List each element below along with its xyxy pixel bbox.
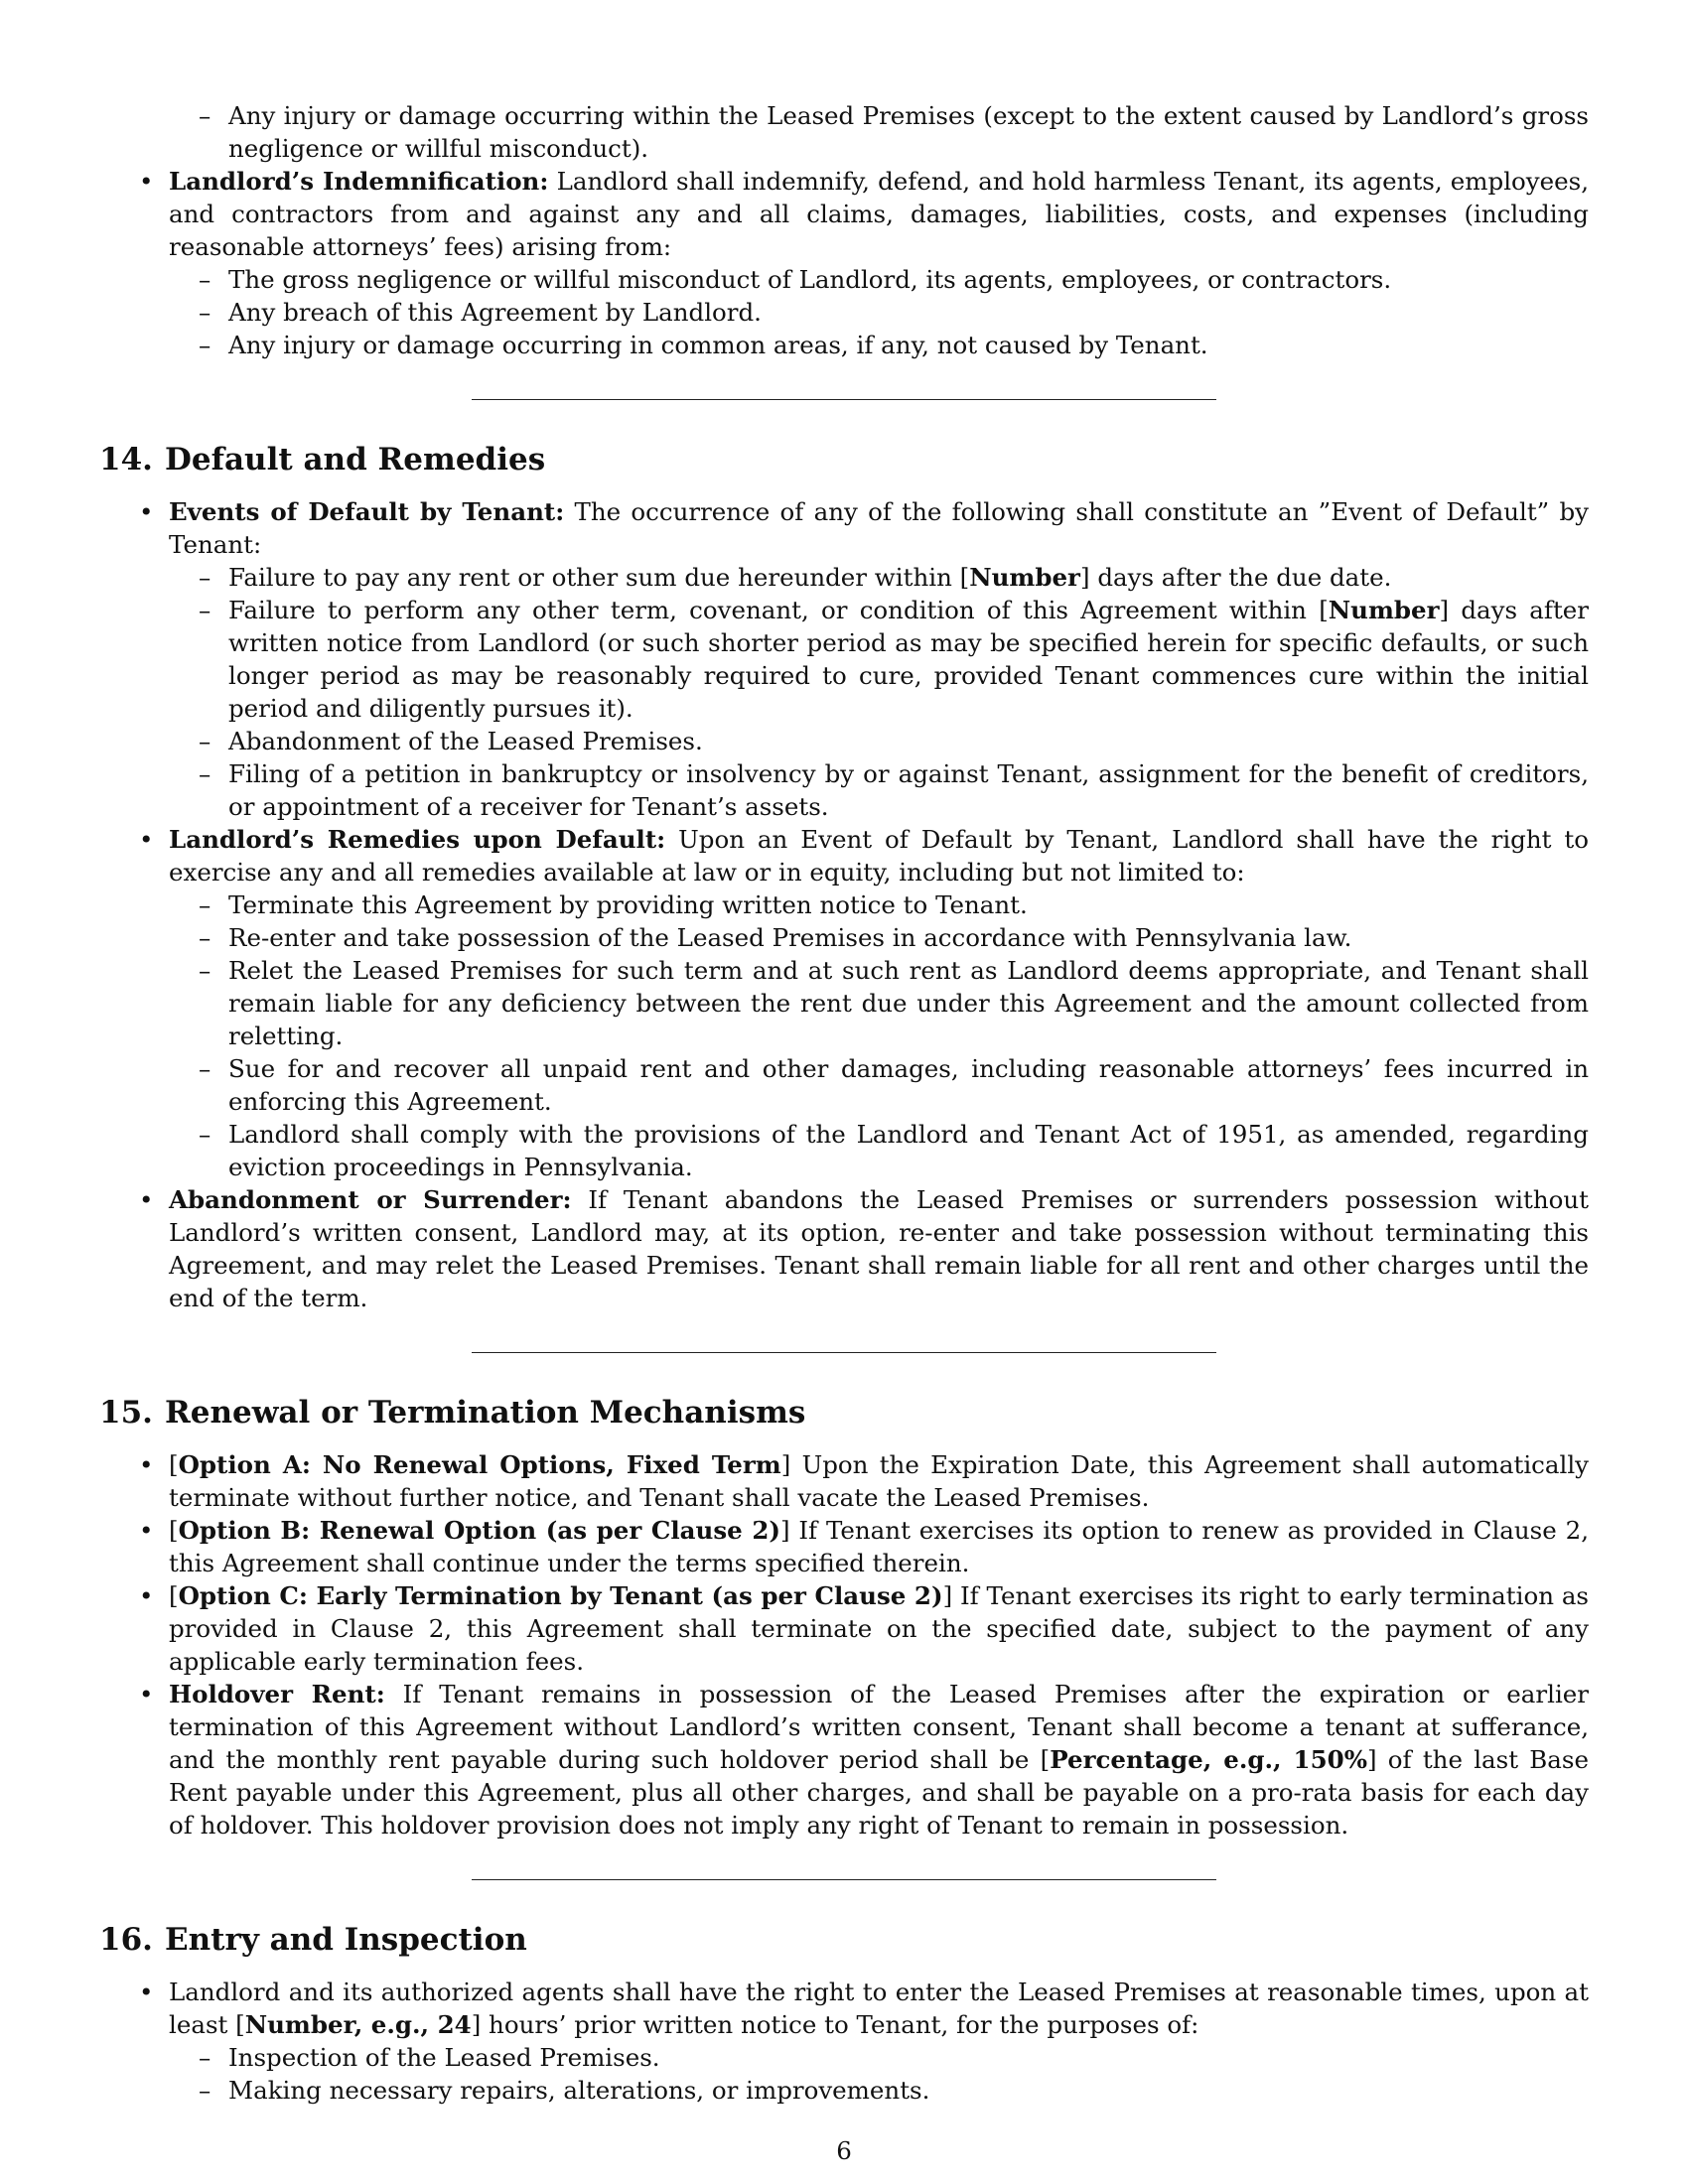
holdover-item: • Holdover Rent: If Tenant remains in possession of the Leased Premises after the expiration or earlier termination of this Agreement without Landlord’s written consent, Tenant shall become a tenant at sufferance, and the monthly rent payable during such holdover period shall be [Percentage, e.g., 150%] of the last Base Rent payable under this Agreement, plus all other charges, and shall be payable on a pro-rata basis for each day of holdover. This holdover provision does not imply any right of Tenant to remain in possession. xyxy=(99,1678,1589,1842)
section-divider xyxy=(472,399,1216,400)
list-continuation xyxy=(99,99,1589,165)
landlord-indemnification-item: • Landlord’s Indemnification: Landlord shall indemnify, defend, and hold harmless Tenant, its agents, employees, and contractors from and against any and all claims, damages, liabilities, costs, and expenses (including reasonable attorneys’ fees) arising from: – The gross negligence or willful misconduct of Landlord, its agents, employees, or contractors. – Any breach of this Agreement by Landlord. – Any injury or damage occurring in common areas, if any, not caused by Tenant. xyxy=(99,165,1589,361)
item-label: Events of Default by Tenant: xyxy=(169,497,565,526)
option-c-item: • [Option C: Early Termination by Tenant (as per Clause 2)] If Tenant exercises its right to early termination as provided in Clause 2, this Agreement shall terminate on the specified date, subject to the payment of any applicable early termination fees. xyxy=(99,1579,1589,1678)
list-item: – The gross negligence or willful misconduct of Landlord, its agents, employees, or contractors. xyxy=(169,263,1589,296)
section-16-list xyxy=(99,1976,1589,2107)
page-number: 6 xyxy=(836,2136,852,2165)
sublist xyxy=(169,2041,1589,2107)
landlord-remedies-item: • Landlord’s Remedies upon Default: Upon an Event of Default by Tenant, Landlord shall have the right to exercise any and all remedies available at law or in equity, including but not limited to: – Terminate this Agreement by providing written notice to Tenant. – Re-enter and take possession of the Leased Premises in accordance with Pennsylvania law. – Relet the Leased Premises for such term and at such rent as Landlord deems appropriate, and Tenant shall remain liable for any deficiency between the rent due under this Agreement and the amount collected from reletting. – Sue for and recover all unpaid rent and other damages, including reasonable attorneys’ fees incurred in enforcing this Agreement. – Landlord shall comply with the provisions of the Landlord and Tenant Act of 1951, as amended, regarding eviction proceedings in Pennsylvania. xyxy=(99,823,1589,1183)
list-item: – Inspection of the Leased Premises. xyxy=(169,2041,1589,2074)
abandonment-item: • Abandonment or Surrender: If Tenant abandons the Leased Premises or surrenders possession without Landlord’s written consent, Landlord may, at its option, re-enter and take possession without terminating this Agreement, and may relet the Leased Premises. Tenant shall remain liable for all rent and other charges until the end of the term. xyxy=(99,1183,1589,1314)
section-14-list xyxy=(99,495,1589,1314)
list-item: – Landlord shall comply with the provisions of the Landlord and Tenant Act of 1951, as amended, regarding eviction proceedings in Pennsylvania. xyxy=(169,1118,1589,1183)
item-label: Abandonment or Surrender: xyxy=(169,1185,572,1214)
list-item: – Any injury or damage occurring in common areas, if any, not caused by Tenant. xyxy=(169,329,1589,361)
entry-inspection-item: • Landlord and its authorized agents shall have the right to enter the Leased Premises at reasonable times, upon at least [Number, e.g., 24] hours’ prior written notice to Tenant, for the purposes of: – Inspection of the Leased Premises. – Making necessary repairs, alterations, or improvements. xyxy=(99,1976,1589,2107)
section-15-heading: 15. Renewal or Termination Mechanisms xyxy=(99,1395,806,1431)
list-item: – Terminate this Agreement by providing written notice to Tenant. xyxy=(169,888,1589,921)
list-item: – Filing of a petition in bankruptcy or insolvency by or against Tenant, assignment for the benefit of creditors, or appointment of a receiver for Tenant’s assets. xyxy=(169,757,1589,823)
section-divider xyxy=(472,1879,1216,1880)
section-divider xyxy=(472,1352,1216,1353)
sublist xyxy=(169,888,1589,1183)
section-16-heading: 16. Entry and Inspection xyxy=(99,1922,527,1958)
section-15-list xyxy=(99,1448,1589,1842)
list-item: – Any breach of this Agreement by Landlord. xyxy=(169,296,1589,329)
events-of-default-item: • Events of Default by Tenant: The occurrence of any of the following shall constitute an ”Event of Default” by Tenant: – Failure to pay any rent or other sum due hereunder within [Number] days after the due date. – Failure to perform any other term, covenant, or condition of this Agreement within [Number] days after written notice from Landlord (or such shorter period as may be specified herein for specific defaults, or such longer period as may be reasonably required to cure, provided Tenant commences cure within the initial period and diligently pursues it). – Abandonment of the Leased Premises. – Filing of a petition in bankruptcy or insolvency by or against Tenant, assignment for the benefit of creditors, or appointment of a receiver for Tenant’s assets. xyxy=(99,495,1589,823)
sublist xyxy=(169,561,1589,823)
list-item: – Making necessary repairs, alterations, or improvements. xyxy=(169,2074,1589,2107)
item-label: Landlord’s Remedies upon Default: xyxy=(169,825,666,854)
document-body xyxy=(99,99,1589,2107)
list-item: – Re-enter and take possession of the Leased Premises in accordance with Pennsylvania law. xyxy=(169,921,1589,954)
list-item: – Abandonment of the Leased Premises. xyxy=(169,725,1589,757)
list-item: – Any injury or damage occurring within the Leased Premises (except to the extent caused by Landlord’s gross negligence or willful misconduct). xyxy=(169,99,1589,165)
list-item: – Sue for and recover all unpaid rent and other damages, including reasonable attorneys’ fees incurred in enforcing this Agreement. xyxy=(169,1052,1589,1118)
sublist xyxy=(169,263,1589,361)
list-item: – Failure to perform any other term, covenant, or condition of this Agreement within [Number] days after written notice from Landlord (or such shorter period as may be specified herein for specific defaults, or such longer period as may be reasonably required to cure, provided Tenant commences cure within the initial period and diligently pursues it). xyxy=(169,594,1589,725)
section-14-heading: 14. Default and Remedies xyxy=(99,442,546,478)
list-item: – Failure to pay any rent or other sum due hereunder within [Number] days after the due date. xyxy=(169,561,1589,594)
list-item: – Relet the Leased Premises for such term and at such rent as Landlord deems appropriate, and Tenant shall remain liable for any deficiency between the rent due under this Agreement and the amount collected from reletting. xyxy=(169,954,1589,1052)
item-label: Landlord’s Indemnification: xyxy=(169,167,549,196)
indemnification-list xyxy=(99,99,1589,361)
item-label: Holdover Rent: xyxy=(169,1680,385,1708)
option-b-item: • [Option B: Renewal Option (as per Clause 2)] If Tenant exercises its option to renew as provided in Clause 2, this Agreement shall continue under the terms specified therein. xyxy=(99,1514,1589,1579)
option-a-item: • [Option A: No Renewal Options, Fixed Term] Upon the Expiration Date, this Agreement shall automatically terminate without further notice, and Tenant shall vacate the Leased Premises. xyxy=(99,1448,1589,1514)
